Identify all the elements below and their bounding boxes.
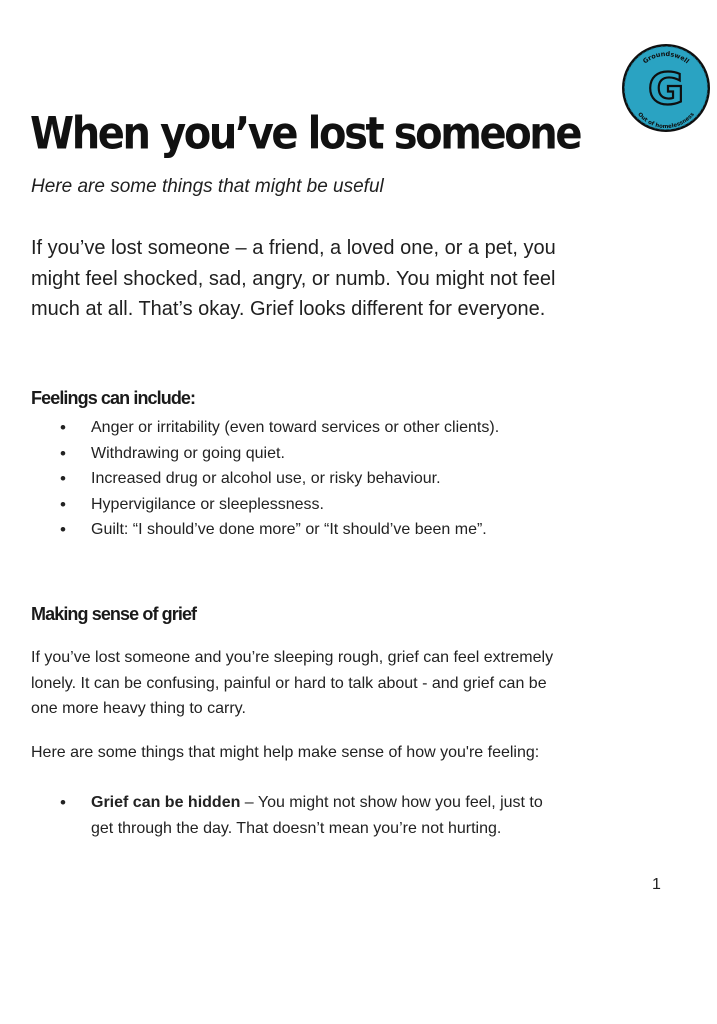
logo-svg	[620, 42, 712, 134]
logo-letter: G	[647, 64, 685, 115]
page-number: 1	[652, 876, 661, 893]
list-item: • Anger or irritability (even toward services or other clients).	[60, 415, 540, 441]
list-item	[60, 790, 560, 841]
groundswell-logo-icon	[620, 42, 712, 134]
grief-heading: Making sense of grief	[31, 604, 197, 624]
list-item-term: Grief can be hidden	[91, 794, 241, 811]
logo-ring-top-text: Groundswell	[641, 49, 691, 66]
page-subtitle: Here are some things that might be useful	[31, 176, 384, 197]
list-item-text: – You might not show how you feel, just to get through the day. That doesn’t mean you’re not hurting.	[91, 794, 543, 837]
page-title: When you’ve lost someone	[30, 108, 581, 160]
list-item: • Increased drug or alcohol use, or risky behaviour.	[60, 466, 540, 492]
list-item: • Guilt: “I should’ve done more” or “It should’ve been me”.	[60, 517, 540, 543]
intro-paragraph: If you’ve lost someone – a friend, a loved one, or a pet, you might feel shocked, sad, angry, or numb. You might not feel much at all. That’s okay. Grief looks different for everyone.	[31, 237, 556, 320]
feelings-list	[60, 415, 540, 543]
grief-paragraph: If you’ve lost someone and you’re sleeping rough, grief can feel extremely lonely. It can be confusing, painful or hard to talk about - and grief can be one more heavy thing to carry.	[31, 649, 554, 717]
logo-ring-bottom-text: Out of homelessness	[636, 111, 696, 131]
list-item: • Withdrawing or going quiet.	[60, 441, 540, 467]
help-intro-paragraph: Here are some things that might help make sense of how you're feeling:	[31, 744, 540, 761]
feelings-heading: Feelings can include:	[31, 388, 196, 408]
list-item: • Hypervigilance or sleeplessness.	[60, 492, 540, 518]
grief-list	[60, 790, 560, 841]
